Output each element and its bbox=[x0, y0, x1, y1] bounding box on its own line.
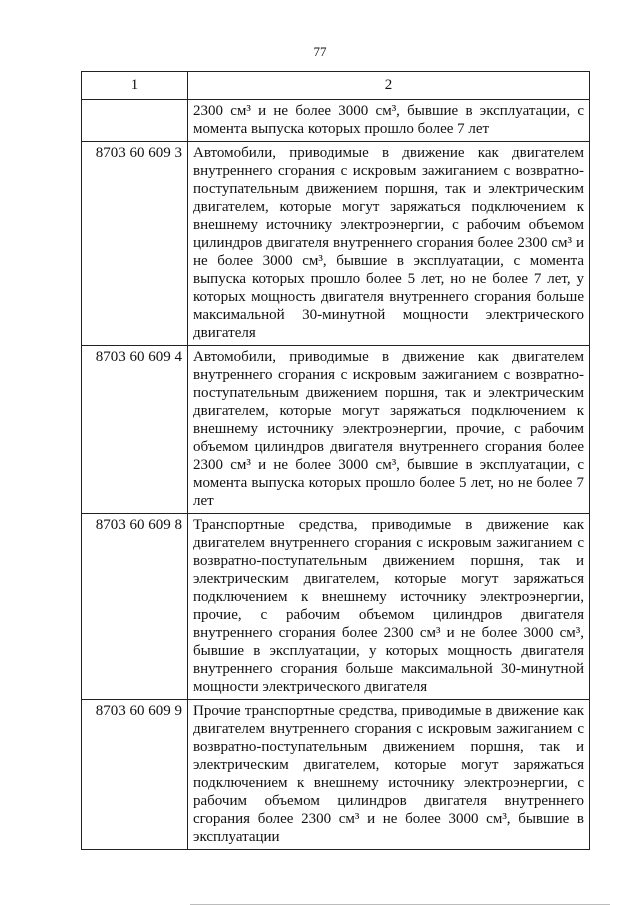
row-code: 8703 60 609 8 bbox=[82, 514, 188, 700]
table-row bbox=[82, 100, 590, 142]
tariff-code-table bbox=[81, 71, 590, 850]
row-description: Прочие транспортные средства, приводимые в движение как двигателем внутреннего сгорания с искровым зажиганием с возвратно-поступательным движением поршня, так и электрическим двигателем, которые могут заряжаться подключением к внешнему источнику электроэнергии, с рабочим объемом цилиндров двигателя внутреннего сгорания более 2300 см³ и не более 3000 см³, бывшие в эксплуатации bbox=[188, 700, 590, 850]
column-header-description: 2 bbox=[188, 72, 590, 100]
table-row bbox=[82, 514, 590, 700]
table-row bbox=[82, 346, 590, 514]
row-code bbox=[82, 100, 188, 142]
table-header-row bbox=[82, 72, 590, 100]
row-description: Автомобили, приводимые в движение как двигателем внутреннего сгорания с искровым зажиганием с возвратно-поступательным движением поршня, так и электрическим двигателем, которые могут заряжаться подключением к внешнему источнику электроэнергии, прочие, с рабочим объемом цилиндров двигателя внутреннего сгорания более 2300 см³ и не более 3000 см³, бывшие в эксплуатации, с момента выпуска которых прошло более 5 лет, но не более 7 лет bbox=[188, 346, 590, 514]
page-number: 77 bbox=[313, 44, 327, 59]
table-row bbox=[82, 142, 590, 346]
row-code: 8703 60 609 4 bbox=[82, 346, 188, 514]
row-description: 2300 см³ и не более 3000 см³, бывшие в эксплуатации, с момента выпуска которых прошло более 7 лет bbox=[188, 100, 590, 142]
column-header-code: 1 bbox=[82, 72, 188, 100]
row-description: Транспортные средства, приводимые в движение как двигателем внутреннего сгорания с искровым зажиганием с возвратно-поступательным движением поршня, так и электрическим двигателем, которые могут заряжаться подключением к внешнему источнику электроэнергии, прочие, с рабочим объемом цилиндров двигателя внутреннего сгорания более 2300 см³ и не более 3000 см³, бывшие в эксплуатации, у которых мощность двигателя внутреннего сгорания больше максимальной 30-минутной мощности электрического двигателя bbox=[188, 514, 590, 700]
table-row bbox=[82, 700, 590, 850]
row-code: 8703 60 609 3 bbox=[82, 142, 188, 346]
row-description: Автомобили, приводимые в движение как двигателем внутреннего сгорания с искровым зажиганием с возвратно-поступательным движением поршня, так и электрическим двигателем, которые могут заряжаться подключением к внешнему источнику электроэнергии, с рабочим объемом цилиндров двигателя внутреннего сгорания более 2300 см³ и не более 3000 см³, бывшие в эксплуатации, с момента выпуска которых прошло более 5 лет, но не более 7 лет, у которых мощность двигателя внутреннего сгорания больше максимальной 30-минутной мощности электрического двигателя bbox=[188, 142, 590, 346]
row-code: 8703 60 609 9 bbox=[82, 700, 188, 850]
